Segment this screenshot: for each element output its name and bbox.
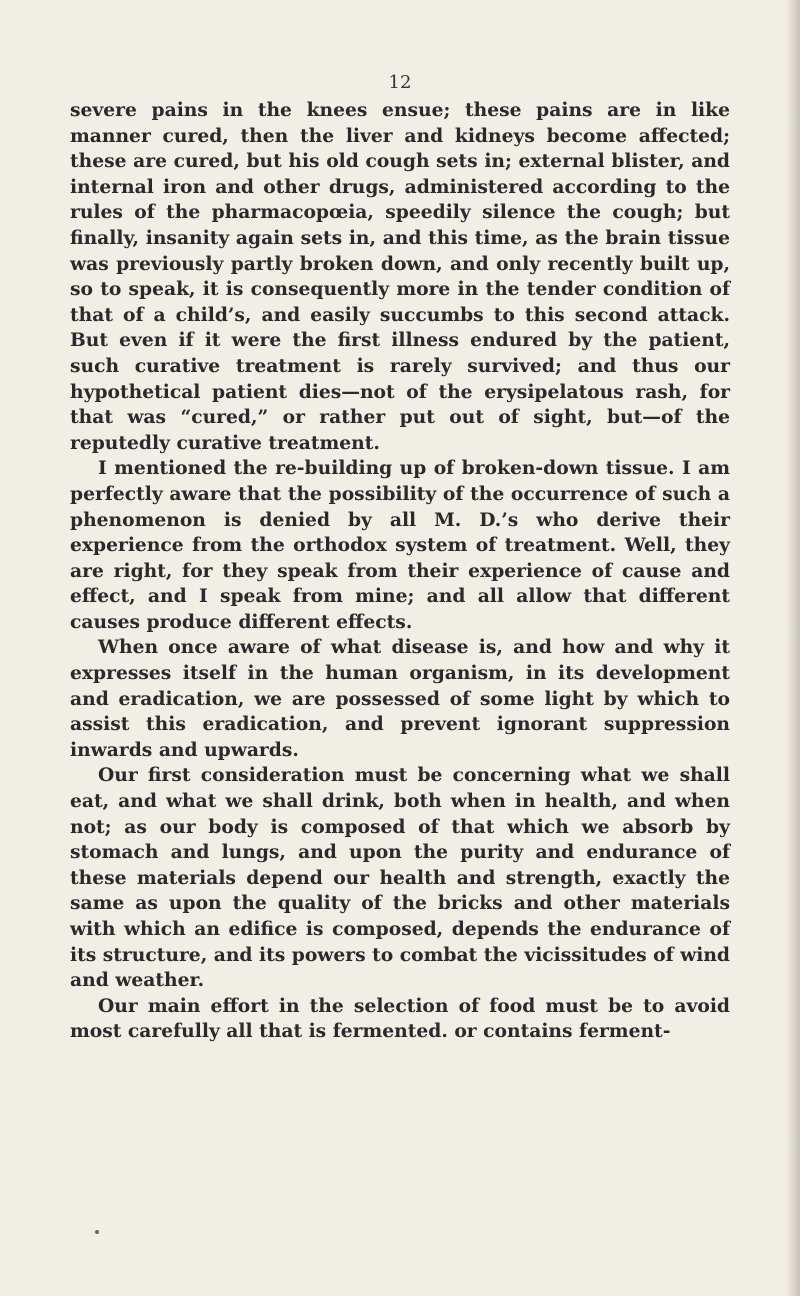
page-number: 12 — [388, 72, 412, 93]
paragraph-1: severe pains in the knees ensue; these pains are in like manner cured, then the liver and kidneys become affected; these are cured, but his old cough sets in; external blister, and internal iron and other drugs, administered according to the rules of the pharmacopœia, speedily silence the cough; but finally, insanity again sets in, and this time, as the brain tissue was previously partly broken down, and only recently built up, so to speak, it is consequently more in the tender condition of that of a child’s, and easily succumbs to this second attack. But even if it were the first illness endured by the patient, such curative treatment is rarely survived; and thus our hypothetical patient dies—not of the erysipelatous rash, for that was “cured,” or rather put out of sight, but—of the reputedly curative treatment. — [70, 99, 730, 454]
paragraph-3: When once aware of what disease is, and how and why it expresses itself in the human organism, in its development and eradication, we are possessed of some light by which to assist this eradication, and prevent ignorant suppression inwards and upwards. — [70, 636, 730, 761]
paragraph-2: I mentioned the re-building up of broken-down tissue. I am perfectly aware that the possibility of the occurrence of such a phenomenon is denied by all M. D.’s who derive their experience from the orthodox system of treatment. Well, they are right, for they speak from their experience of cause and effect, and I speak from mine; and all allow that different causes produce different effects. — [70, 457, 730, 633]
page-edge-shadow — [786, 0, 800, 1296]
paragraph-4: Our first consideration must be concerning what we shall eat, and what we shall drink, both when in health, and when not; as our body is composed of that which we absorb by stomach and lungs, and upon the purity and endurance of these materials depend our health and strength, exactly the same as upon the quality of the bricks and other materials with which an edifice is composed, depends the endurance of its structure, and its powers to combat the vicissitudes of wind and weather. — [70, 764, 730, 992]
paragraph-5: Our main effort in the selection of food must be to avoid most carefully all that is fermented. or contains ferment- — [70, 994, 730, 1043]
ink-speck — [95, 1230, 99, 1234]
body-text — [70, 98, 730, 1045]
